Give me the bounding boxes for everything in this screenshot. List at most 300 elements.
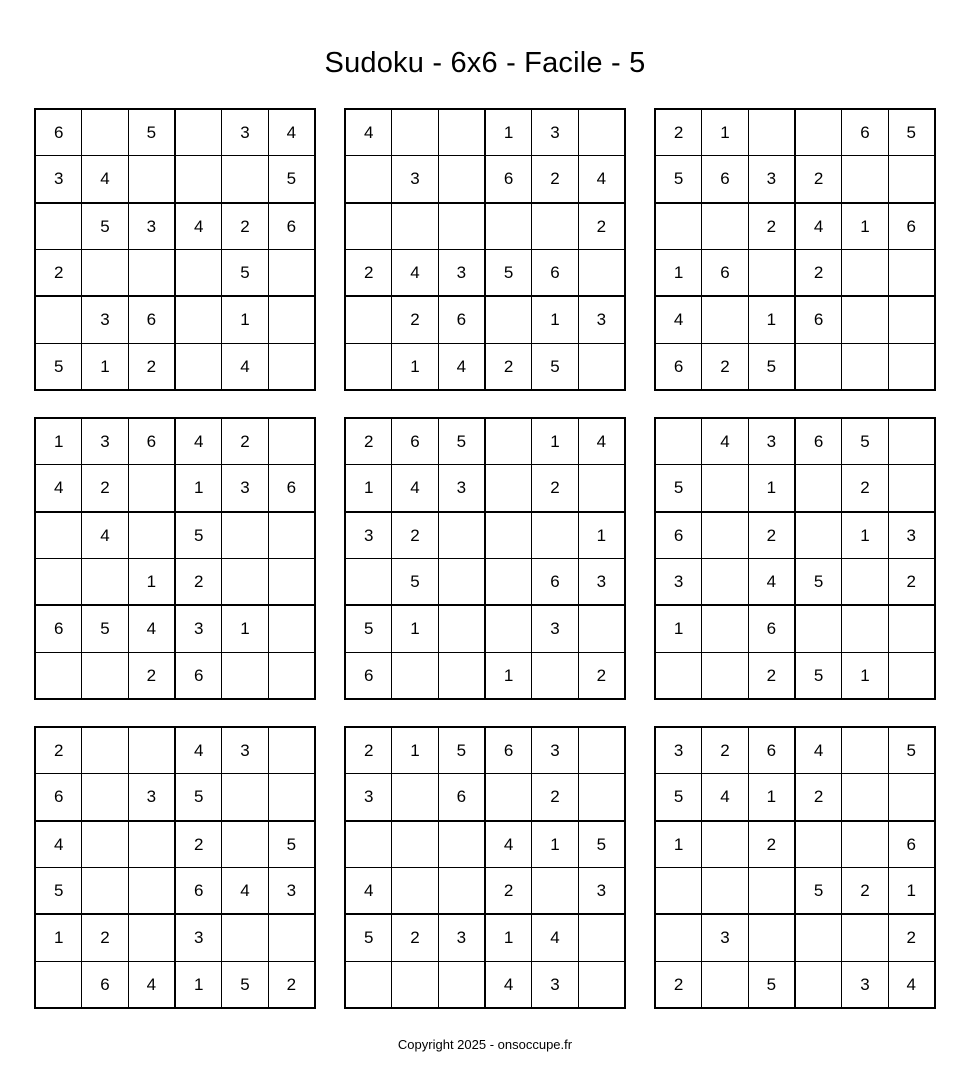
sudoku-puzzle-3[interactable] (654, 108, 936, 391)
sudoku-cell[interactable] (842, 727, 888, 774)
sudoku-cell[interactable] (655, 512, 702, 559)
sudoku-cell[interactable] (888, 418, 935, 465)
sudoku-cell[interactable] (795, 652, 842, 699)
sudoku-cell[interactable] (888, 249, 935, 296)
sudoku-cell[interactable] (438, 652, 485, 699)
sudoku-cell[interactable] (438, 109, 485, 156)
sudoku-cell[interactable] (175, 867, 222, 914)
sudoku-cell[interactable] (578, 867, 625, 914)
sudoku-cell[interactable] (438, 867, 485, 914)
sudoku-cell[interactable] (842, 605, 888, 652)
sudoku-cell[interactable] (268, 558, 315, 605)
sudoku-cell[interactable] (578, 558, 625, 605)
sudoku-cell[interactable] (578, 512, 625, 559)
sudoku-cell[interactable] (82, 867, 128, 914)
sudoku-cell[interactable] (702, 296, 748, 343)
sudoku-cell[interactable] (222, 821, 268, 868)
sudoku-cell[interactable] (748, 418, 795, 465)
sudoku-puzzle-1[interactable] (34, 108, 316, 391)
sudoku-cell[interactable] (392, 109, 438, 156)
sudoku-cell[interactable] (888, 727, 935, 774)
sudoku-cell[interactable] (655, 156, 702, 203)
sudoku-cell[interactable] (485, 465, 532, 512)
sudoku-cell[interactable] (888, 774, 935, 821)
sudoku-cell[interactable] (438, 343, 485, 390)
sudoku-cell[interactable] (222, 156, 268, 203)
sudoku-cell[interactable] (35, 343, 82, 390)
sudoku-cell[interactable] (35, 249, 82, 296)
sudoku-cell[interactable] (268, 296, 315, 343)
sudoku-cell[interactable] (392, 727, 438, 774)
sudoku-cell[interactable] (82, 914, 128, 961)
sudoku-cell[interactable] (702, 249, 748, 296)
sudoku-cell[interactable] (222, 774, 268, 821)
sudoku-cell[interactable] (578, 605, 625, 652)
sudoku-cell[interactable] (748, 727, 795, 774)
sudoku-cell[interactable] (268, 774, 315, 821)
sudoku-cell[interactable] (795, 821, 842, 868)
sudoku-puzzle-2[interactable] (344, 108, 626, 391)
sudoku-cell[interactable] (82, 774, 128, 821)
sudoku-cell[interactable] (82, 961, 128, 1008)
sudoku-cell[interactable] (438, 156, 485, 203)
sudoku-cell[interactable] (35, 821, 82, 868)
sudoku-cell[interactable] (35, 418, 82, 465)
sudoku-cell[interactable] (82, 418, 128, 465)
sudoku-cell[interactable] (128, 249, 175, 296)
sudoku-cell[interactable] (655, 249, 702, 296)
sudoku-cell[interactable] (795, 465, 842, 512)
sudoku-cell[interactable] (655, 652, 702, 699)
sudoku-cell[interactable] (128, 774, 175, 821)
sudoku-cell[interactable] (128, 652, 175, 699)
sudoku-cell[interactable] (222, 343, 268, 390)
sudoku-cell[interactable] (748, 512, 795, 559)
sudoku-cell[interactable] (35, 914, 82, 961)
sudoku-cell[interactable] (485, 296, 532, 343)
sudoku-cell[interactable] (392, 774, 438, 821)
sudoku-cell[interactable] (842, 109, 888, 156)
sudoku-cell[interactable] (392, 249, 438, 296)
sudoku-cell[interactable] (888, 821, 935, 868)
sudoku-cell[interactable] (175, 652, 222, 699)
sudoku-cell[interactable] (128, 465, 175, 512)
sudoku-cell[interactable] (222, 605, 268, 652)
sudoku-cell[interactable] (888, 558, 935, 605)
sudoku-cell[interactable] (82, 512, 128, 559)
sudoku-cell[interactable] (222, 727, 268, 774)
sudoku-cell[interactable] (795, 109, 842, 156)
sudoku-cell[interactable] (345, 914, 392, 961)
sudoku-cell[interactable] (345, 156, 392, 203)
sudoku-cell[interactable] (345, 652, 392, 699)
sudoku-cell[interactable] (748, 296, 795, 343)
sudoku-cell[interactable] (655, 296, 702, 343)
sudoku-cell[interactable] (438, 465, 485, 512)
sudoku-cell[interactable] (655, 727, 702, 774)
sudoku-cell[interactable] (222, 558, 268, 605)
sudoku-cell[interactable] (795, 156, 842, 203)
sudoku-cell[interactable] (655, 914, 702, 961)
sudoku-cell[interactable] (888, 156, 935, 203)
sudoku-cell[interactable] (175, 605, 222, 652)
sudoku-cell[interactable] (82, 296, 128, 343)
sudoku-cell[interactable] (842, 156, 888, 203)
sudoku-cell[interactable] (438, 605, 485, 652)
sudoku-cell[interactable] (702, 821, 748, 868)
sudoku-cell[interactable] (578, 774, 625, 821)
sudoku-cell[interactable] (842, 774, 888, 821)
sudoku-cell[interactable] (842, 203, 888, 250)
sudoku-cell[interactable] (578, 418, 625, 465)
sudoku-cell[interactable] (345, 774, 392, 821)
sudoku-cell[interactable] (485, 156, 532, 203)
sudoku-cell[interactable] (175, 558, 222, 605)
sudoku-cell[interactable] (222, 203, 268, 250)
sudoku-cell[interactable] (175, 296, 222, 343)
sudoku-cell[interactable] (438, 296, 485, 343)
sudoku-cell[interactable] (532, 774, 578, 821)
sudoku-cell[interactable] (392, 867, 438, 914)
sudoku-cell[interactable] (702, 605, 748, 652)
sudoku-cell[interactable] (268, 961, 315, 1008)
sudoku-cell[interactable] (128, 109, 175, 156)
sudoku-puzzle-7[interactable] (34, 726, 316, 1009)
sudoku-cell[interactable] (748, 249, 795, 296)
sudoku-cell[interactable] (888, 652, 935, 699)
sudoku-cell[interactable] (268, 156, 315, 203)
sudoku-cell[interactable] (748, 558, 795, 605)
sudoku-cell[interactable] (268, 203, 315, 250)
sudoku-cell[interactable] (128, 296, 175, 343)
sudoku-cell[interactable] (702, 961, 748, 1008)
sudoku-cell[interactable] (35, 465, 82, 512)
sudoku-cell[interactable] (345, 203, 392, 250)
sudoku-cell[interactable] (702, 914, 748, 961)
sudoku-cell[interactable] (485, 867, 532, 914)
sudoku-cell[interactable] (268, 727, 315, 774)
sudoku-cell[interactable] (82, 109, 128, 156)
sudoku-cell[interactable] (82, 343, 128, 390)
sudoku-cell[interactable] (222, 465, 268, 512)
sudoku-cell[interactable] (438, 914, 485, 961)
sudoku-cell[interactable] (748, 156, 795, 203)
sudoku-cell[interactable] (748, 465, 795, 512)
sudoku-cell[interactable] (842, 961, 888, 1008)
sudoku-cell[interactable] (795, 961, 842, 1008)
sudoku-cell[interactable] (532, 652, 578, 699)
sudoku-cell[interactable] (485, 418, 532, 465)
sudoku-cell[interactable] (888, 109, 935, 156)
sudoku-cell[interactable] (222, 512, 268, 559)
sudoku-cell[interactable] (578, 296, 625, 343)
sudoku-cell[interactable] (702, 156, 748, 203)
sudoku-cell[interactable] (438, 774, 485, 821)
sudoku-cell[interactable] (842, 914, 888, 961)
sudoku-cell[interactable] (748, 109, 795, 156)
sudoku-cell[interactable] (175, 774, 222, 821)
sudoku-cell[interactable] (345, 249, 392, 296)
sudoku-cell[interactable] (438, 512, 485, 559)
sudoku-cell[interactable] (532, 558, 578, 605)
sudoku-cell[interactable] (702, 203, 748, 250)
sudoku-cell[interactable] (392, 512, 438, 559)
sudoku-cell[interactable] (392, 203, 438, 250)
sudoku-cell[interactable] (392, 652, 438, 699)
sudoku-cell[interactable] (268, 821, 315, 868)
sudoku-puzzle-8[interactable] (344, 726, 626, 1009)
sudoku-cell[interactable] (578, 961, 625, 1008)
sudoku-cell[interactable] (268, 914, 315, 961)
sudoku-cell[interactable] (532, 727, 578, 774)
sudoku-cell[interactable] (175, 512, 222, 559)
sudoku-cell[interactable] (702, 418, 748, 465)
sudoku-cell[interactable] (268, 465, 315, 512)
sudoku-cell[interactable] (532, 867, 578, 914)
sudoku-cell[interactable] (128, 558, 175, 605)
sudoku-cell[interactable] (842, 867, 888, 914)
sudoku-cell[interactable] (175, 465, 222, 512)
sudoku-cell[interactable] (748, 774, 795, 821)
sudoku-cell[interactable] (35, 605, 82, 652)
sudoku-cell[interactable] (795, 914, 842, 961)
sudoku-cell[interactable] (392, 558, 438, 605)
sudoku-cell[interactable] (175, 914, 222, 961)
sudoku-cell[interactable] (438, 558, 485, 605)
sudoku-cell[interactable] (128, 727, 175, 774)
sudoku-cell[interactable] (485, 109, 532, 156)
sudoku-cell[interactable] (795, 512, 842, 559)
sudoku-cell[interactable] (268, 652, 315, 699)
sudoku-cell[interactable] (888, 465, 935, 512)
sudoku-cell[interactable] (268, 343, 315, 390)
sudoku-cell[interactable] (392, 418, 438, 465)
sudoku-cell[interactable] (345, 343, 392, 390)
sudoku-cell[interactable] (82, 605, 128, 652)
sudoku-cell[interactable] (345, 296, 392, 343)
sudoku-cell[interactable] (345, 867, 392, 914)
sudoku-cell[interactable] (842, 652, 888, 699)
sudoku-cell[interactable] (655, 418, 702, 465)
sudoku-cell[interactable] (345, 418, 392, 465)
sudoku-cell[interactable] (485, 512, 532, 559)
sudoku-cell[interactable] (222, 418, 268, 465)
sudoku-cell[interactable] (485, 203, 532, 250)
sudoku-cell[interactable] (35, 558, 82, 605)
sudoku-cell[interactable] (128, 203, 175, 250)
sudoku-cell[interactable] (345, 512, 392, 559)
sudoku-cell[interactable] (795, 774, 842, 821)
sudoku-cell[interactable] (485, 727, 532, 774)
sudoku-cell[interactable] (438, 249, 485, 296)
sudoku-cell[interactable] (392, 156, 438, 203)
sudoku-cell[interactable] (702, 774, 748, 821)
sudoku-cell[interactable] (532, 249, 578, 296)
sudoku-cell[interactable] (175, 203, 222, 250)
sudoku-cell[interactable] (82, 558, 128, 605)
sudoku-cell[interactable] (128, 914, 175, 961)
sudoku-cell[interactable] (128, 961, 175, 1008)
sudoku-cell[interactable] (438, 821, 485, 868)
sudoku-cell[interactable] (702, 727, 748, 774)
sudoku-cell[interactable] (532, 156, 578, 203)
sudoku-cell[interactable] (175, 821, 222, 868)
sudoku-cell[interactable] (128, 418, 175, 465)
sudoku-cell[interactable] (35, 512, 82, 559)
sudoku-cell[interactable] (795, 558, 842, 605)
sudoku-cell[interactable] (438, 203, 485, 250)
sudoku-cell[interactable] (655, 558, 702, 605)
sudoku-cell[interactable] (888, 512, 935, 559)
sudoku-cell[interactable] (842, 465, 888, 512)
sudoku-cell[interactable] (702, 652, 748, 699)
sudoku-cell[interactable] (392, 343, 438, 390)
sudoku-cell[interactable] (485, 605, 532, 652)
sudoku-cell[interactable] (702, 558, 748, 605)
sudoku-cell[interactable] (888, 961, 935, 1008)
sudoku-cell[interactable] (222, 249, 268, 296)
sudoku-cell[interactable] (345, 558, 392, 605)
sudoku-cell[interactable] (345, 109, 392, 156)
sudoku-cell[interactable] (82, 156, 128, 203)
sudoku-cell[interactable] (655, 867, 702, 914)
sudoku-cell[interactable] (795, 418, 842, 465)
sudoku-cell[interactable] (175, 343, 222, 390)
sudoku-cell[interactable] (578, 821, 625, 868)
sudoku-cell[interactable] (268, 605, 315, 652)
sudoku-cell[interactable] (888, 605, 935, 652)
sudoku-cell[interactable] (35, 156, 82, 203)
sudoku-cell[interactable] (128, 821, 175, 868)
sudoku-cell[interactable] (222, 914, 268, 961)
sudoku-cell[interactable] (222, 652, 268, 699)
sudoku-cell[interactable] (82, 249, 128, 296)
sudoku-cell[interactable] (222, 961, 268, 1008)
sudoku-cell[interactable] (532, 203, 578, 250)
sudoku-cell[interactable] (438, 418, 485, 465)
sudoku-cell[interactable] (578, 156, 625, 203)
sudoku-cell[interactable] (128, 867, 175, 914)
sudoku-cell[interactable] (702, 512, 748, 559)
sudoku-cell[interactable] (578, 727, 625, 774)
sudoku-cell[interactable] (35, 109, 82, 156)
sudoku-cell[interactable] (842, 821, 888, 868)
sudoku-cell[interactable] (438, 961, 485, 1008)
sudoku-cell[interactable] (128, 512, 175, 559)
sudoku-cell[interactable] (795, 249, 842, 296)
sudoku-cell[interactable] (795, 203, 842, 250)
sudoku-cell[interactable] (795, 727, 842, 774)
sudoku-cell[interactable] (485, 343, 532, 390)
sudoku-cell[interactable] (175, 156, 222, 203)
sudoku-cell[interactable] (345, 465, 392, 512)
sudoku-cell[interactable] (35, 296, 82, 343)
sudoku-cell[interactable] (345, 961, 392, 1008)
sudoku-cell[interactable] (128, 605, 175, 652)
sudoku-cell[interactable] (795, 343, 842, 390)
sudoku-cell[interactable] (82, 465, 128, 512)
sudoku-cell[interactable] (268, 867, 315, 914)
sudoku-cell[interactable] (578, 465, 625, 512)
sudoku-cell[interactable] (485, 249, 532, 296)
sudoku-cell[interactable] (485, 821, 532, 868)
sudoku-cell[interactable] (888, 343, 935, 390)
sudoku-cell[interactable] (532, 914, 578, 961)
sudoku-cell[interactable] (222, 296, 268, 343)
sudoku-cell[interactable] (842, 418, 888, 465)
sudoku-cell[interactable] (748, 961, 795, 1008)
sudoku-cell[interactable] (795, 867, 842, 914)
sudoku-cell[interactable] (35, 774, 82, 821)
sudoku-cell[interactable] (655, 343, 702, 390)
sudoku-cell[interactable] (888, 867, 935, 914)
sudoku-cell[interactable] (485, 961, 532, 1008)
sudoku-cell[interactable] (702, 867, 748, 914)
sudoku-cell[interactable] (35, 867, 82, 914)
sudoku-cell[interactable] (485, 774, 532, 821)
sudoku-cell[interactable] (392, 961, 438, 1008)
sudoku-cell[interactable] (888, 203, 935, 250)
sudoku-cell[interactable] (392, 821, 438, 868)
sudoku-cell[interactable] (438, 727, 485, 774)
sudoku-cell[interactable] (268, 512, 315, 559)
sudoku-cell[interactable] (578, 109, 625, 156)
sudoku-cell[interactable] (655, 605, 702, 652)
sudoku-cell[interactable] (655, 465, 702, 512)
sudoku-cell[interactable] (35, 727, 82, 774)
sudoku-cell[interactable] (392, 465, 438, 512)
sudoku-cell[interactable] (82, 821, 128, 868)
sudoku-cell[interactable] (748, 652, 795, 699)
sudoku-cell[interactable] (842, 558, 888, 605)
sudoku-cell[interactable] (578, 914, 625, 961)
sudoku-cell[interactable] (35, 961, 82, 1008)
sudoku-cell[interactable] (175, 961, 222, 1008)
sudoku-puzzle-5[interactable] (344, 417, 626, 700)
sudoku-cell[interactable] (532, 961, 578, 1008)
sudoku-cell[interactable] (82, 727, 128, 774)
sudoku-cell[interactable] (175, 249, 222, 296)
sudoku-cell[interactable] (842, 296, 888, 343)
sudoku-cell[interactable] (702, 343, 748, 390)
sudoku-cell[interactable] (795, 296, 842, 343)
sudoku-cell[interactable] (702, 465, 748, 512)
sudoku-cell[interactable] (485, 558, 532, 605)
sudoku-cell[interactable] (268, 418, 315, 465)
sudoku-puzzle-4[interactable] (34, 417, 316, 700)
sudoku-cell[interactable] (655, 774, 702, 821)
sudoku-cell[interactable] (842, 512, 888, 559)
sudoku-cell[interactable] (532, 109, 578, 156)
sudoku-cell[interactable] (175, 418, 222, 465)
sudoku-cell[interactable] (532, 296, 578, 343)
sudoku-cell[interactable] (268, 249, 315, 296)
sudoku-puzzle-6[interactable] (654, 417, 936, 700)
sudoku-cell[interactable] (128, 343, 175, 390)
sudoku-cell[interactable] (345, 727, 392, 774)
sudoku-cell[interactable] (888, 296, 935, 343)
sudoku-cell[interactable] (748, 343, 795, 390)
sudoku-cell[interactable] (175, 727, 222, 774)
sudoku-cell[interactable] (578, 652, 625, 699)
sudoku-cell[interactable] (532, 465, 578, 512)
sudoku-cell[interactable] (842, 249, 888, 296)
sudoku-cell[interactable] (175, 109, 222, 156)
sudoku-cell[interactable] (532, 343, 578, 390)
sudoku-cell[interactable] (578, 203, 625, 250)
sudoku-cell[interactable] (82, 203, 128, 250)
sudoku-cell[interactable] (655, 203, 702, 250)
